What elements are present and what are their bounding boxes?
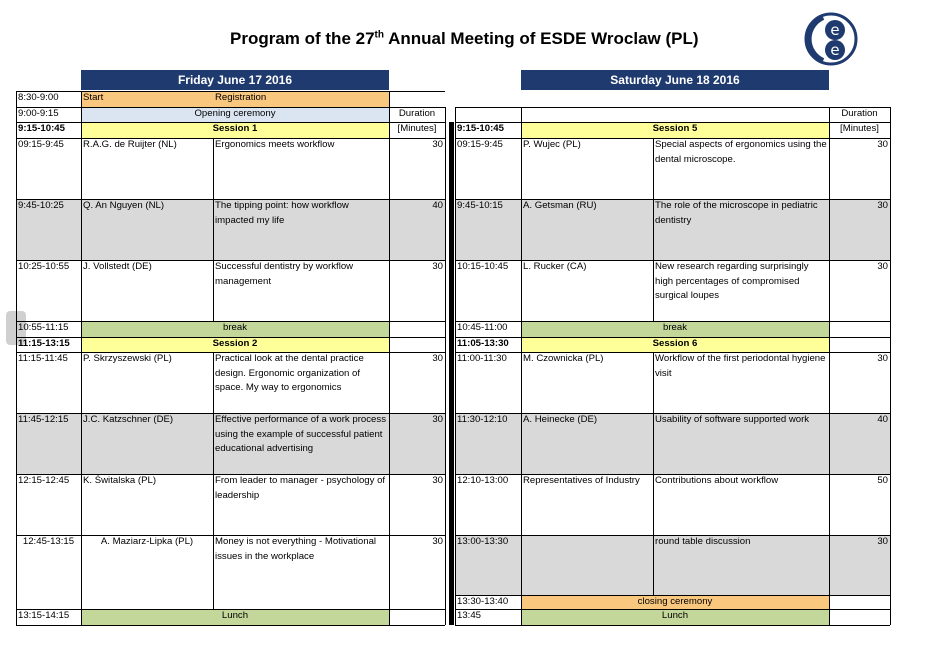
speaker-cell: A. Getsman (RU): [521, 199, 653, 260]
duration-cell: 30: [389, 413, 445, 474]
session-label-cell: Session 5: [521, 122, 829, 138]
talk-title-cell: round table discussion: [653, 535, 829, 595]
speaker-cell: J. Vollstedt (DE): [83, 261, 152, 272]
duration-cell: 30: [432, 353, 443, 364]
grid-line: [455, 625, 890, 626]
time-cell: 9:45-10:25: [16, 199, 81, 260]
grid-line: [521, 107, 522, 625]
talk-title-cell: Practical look at the dental practice design. Ergonomic organization of space. My way to ergonomics: [215, 353, 364, 393]
session-time-cell: 9:15-10:45: [18, 123, 65, 134]
minutes-label: [Minutes]: [397, 123, 437, 134]
duration-cell: 30: [877, 353, 888, 364]
saturday-day-header: Saturday June 18 2016: [521, 70, 829, 90]
grid-line: [653, 138, 654, 321]
duration-cell: 30: [877, 261, 888, 272]
talk-title-cell: Workflow of the first periodontal hygiene visit: [655, 353, 826, 379]
duration-cell: 30: [432, 261, 443, 272]
session-time-cell: 11:15-13:15: [18, 338, 70, 349]
talk-title-cell: The tipping point: how workflow impacted my life: [213, 199, 389, 260]
time-cell: 10:45-11:00: [457, 322, 508, 333]
session-time-cell: 9:15-10:45: [457, 123, 504, 134]
time-cell: 11:15-11:45: [18, 353, 68, 364]
time-cell: 13:15-14:15: [18, 610, 70, 621]
session-label-cell: Session 2: [81, 337, 389, 352]
registration-cell: Registration: [213, 91, 389, 107]
grid-line: [829, 107, 830, 625]
duration-cell: 50: [877, 475, 888, 486]
esde-logo-icon: [803, 11, 859, 67]
time-cell: 9:00-9:15: [18, 108, 59, 119]
duration-cell: 40: [829, 413, 890, 474]
time-cell: 10:15-10:45: [457, 261, 509, 272]
day-divider: [449, 122, 454, 625]
talk-title-cell: From leader to manager - psychology of leadership: [215, 475, 386, 501]
grid-line: [445, 107, 446, 625]
speaker-cell: Q. An Nguyen (NL): [81, 199, 213, 260]
lunch-cell: Lunch: [521, 609, 829, 625]
grid-line: [389, 91, 390, 625]
time-cell: 10:55-11:15: [18, 322, 69, 333]
speaker-cell: P. Wujec (PL): [523, 139, 581, 150]
speaker-cell: Representatives of Industry: [523, 475, 640, 486]
break-cell: break: [521, 321, 829, 337]
speaker-cell: A. Maziarz-Lipka (PL): [100, 536, 194, 547]
time-cell: 13:45: [457, 610, 482, 621]
lunch-cell: Lunch: [81, 609, 389, 625]
speaker-cell: [521, 535, 653, 595]
session-label-cell: Session 1: [81, 122, 389, 138]
time-cell: 09:15-9:45: [18, 139, 64, 150]
duration-header: Duration: [398, 108, 436, 119]
duration-cell: 30: [829, 199, 890, 260]
duration-cell: 30: [432, 536, 443, 547]
friday-day-header: Friday June 17 2016: [81, 70, 389, 90]
opening-ceremony-cell: Opening ceremony: [81, 107, 389, 122]
talk-title-cell: Effective performance of a work process using the example of successful patient educational advertising: [213, 413, 389, 474]
closing-ceremony-cell: closing ceremony: [521, 595, 829, 609]
time-cell: 13:30-13:40: [457, 596, 509, 607]
time-cell: 12:15-12:45: [18, 475, 70, 486]
time-cell: 10:25-10:55: [18, 261, 70, 272]
registration-start-cell: Start: [81, 91, 213, 107]
svg-text:e: e: [830, 21, 840, 39]
grid-line: [653, 352, 654, 595]
time-cell: 11:30-12:10: [455, 413, 521, 474]
talk-title-cell: Usability of software supported work: [653, 413, 829, 474]
program-title: Program of the 27th Annual Meeting of ESDE Wroclaw (PL): [230, 29, 699, 48]
speaker-cell: L. Rucker (CA): [523, 261, 587, 272]
grid-line: [213, 138, 214, 321]
speaker-cell: A. Heinecke (DE): [521, 413, 653, 474]
grid-line: [16, 625, 445, 626]
speaker-cell: J.C. Katzschner (DE): [81, 413, 213, 474]
duration-cell: 30: [432, 139, 443, 150]
svg-text:e: e: [830, 41, 840, 59]
talk-title-cell: The role of the microscope in pediatric dentistry: [653, 199, 829, 260]
grid-line: [213, 352, 214, 609]
session-label-cell: Session 6: [521, 337, 829, 352]
duration-cell: 40: [389, 199, 445, 260]
duration-cell: 30: [877, 139, 888, 150]
grid-line: [81, 91, 82, 625]
duration-cell: 30: [829, 535, 890, 595]
time-cell: 13:00-13:30: [455, 535, 521, 595]
talk-title-cell: Money is not everything - Motivational issues in the workplace: [215, 536, 377, 562]
time-cell: 9:45-10:15: [455, 199, 521, 260]
talk-title-cell: Ergonomics meets workflow: [215, 139, 335, 150]
speaker-cell: R.A.G. de Ruijter (NL): [83, 139, 177, 150]
time-cell: 11:45-12:15: [16, 413, 81, 474]
grid-line: [890, 107, 891, 625]
duration-cell: 30: [432, 475, 443, 486]
time-cell: 12:45-13:15: [22, 536, 75, 547]
talk-title-cell: Contributions about workflow: [655, 475, 779, 486]
session-time-cell: 11:05-13:30: [457, 338, 509, 349]
time-cell: 12:10-13:00: [457, 475, 509, 486]
speaker-cell: P. Skrzyszewski (PL): [83, 353, 172, 364]
grid-line: [455, 107, 456, 625]
break-cell: break: [81, 321, 389, 337]
grid-line: [16, 91, 17, 625]
talk-title-cell: Special aspects of ergonomics using the dental microscope.: [655, 139, 827, 165]
speaker-cell: M. Czownicka (PL): [523, 353, 604, 364]
speaker-cell: K. Świtalska (PL): [83, 475, 157, 486]
time-cell: 11:00-11:30: [457, 353, 507, 364]
minutes-label: [Minutes]: [840, 123, 879, 134]
talk-title-cell: New research regarding surprisingly high percentages of compromised surgical loupes: [655, 261, 809, 301]
time-cell: 8:30-9:00: [18, 92, 59, 103]
time-cell: 09:15-9:45: [457, 139, 503, 150]
duration-header: Duration: [841, 108, 878, 119]
talk-title-cell: Successful dentistry by workflow management: [215, 261, 354, 287]
